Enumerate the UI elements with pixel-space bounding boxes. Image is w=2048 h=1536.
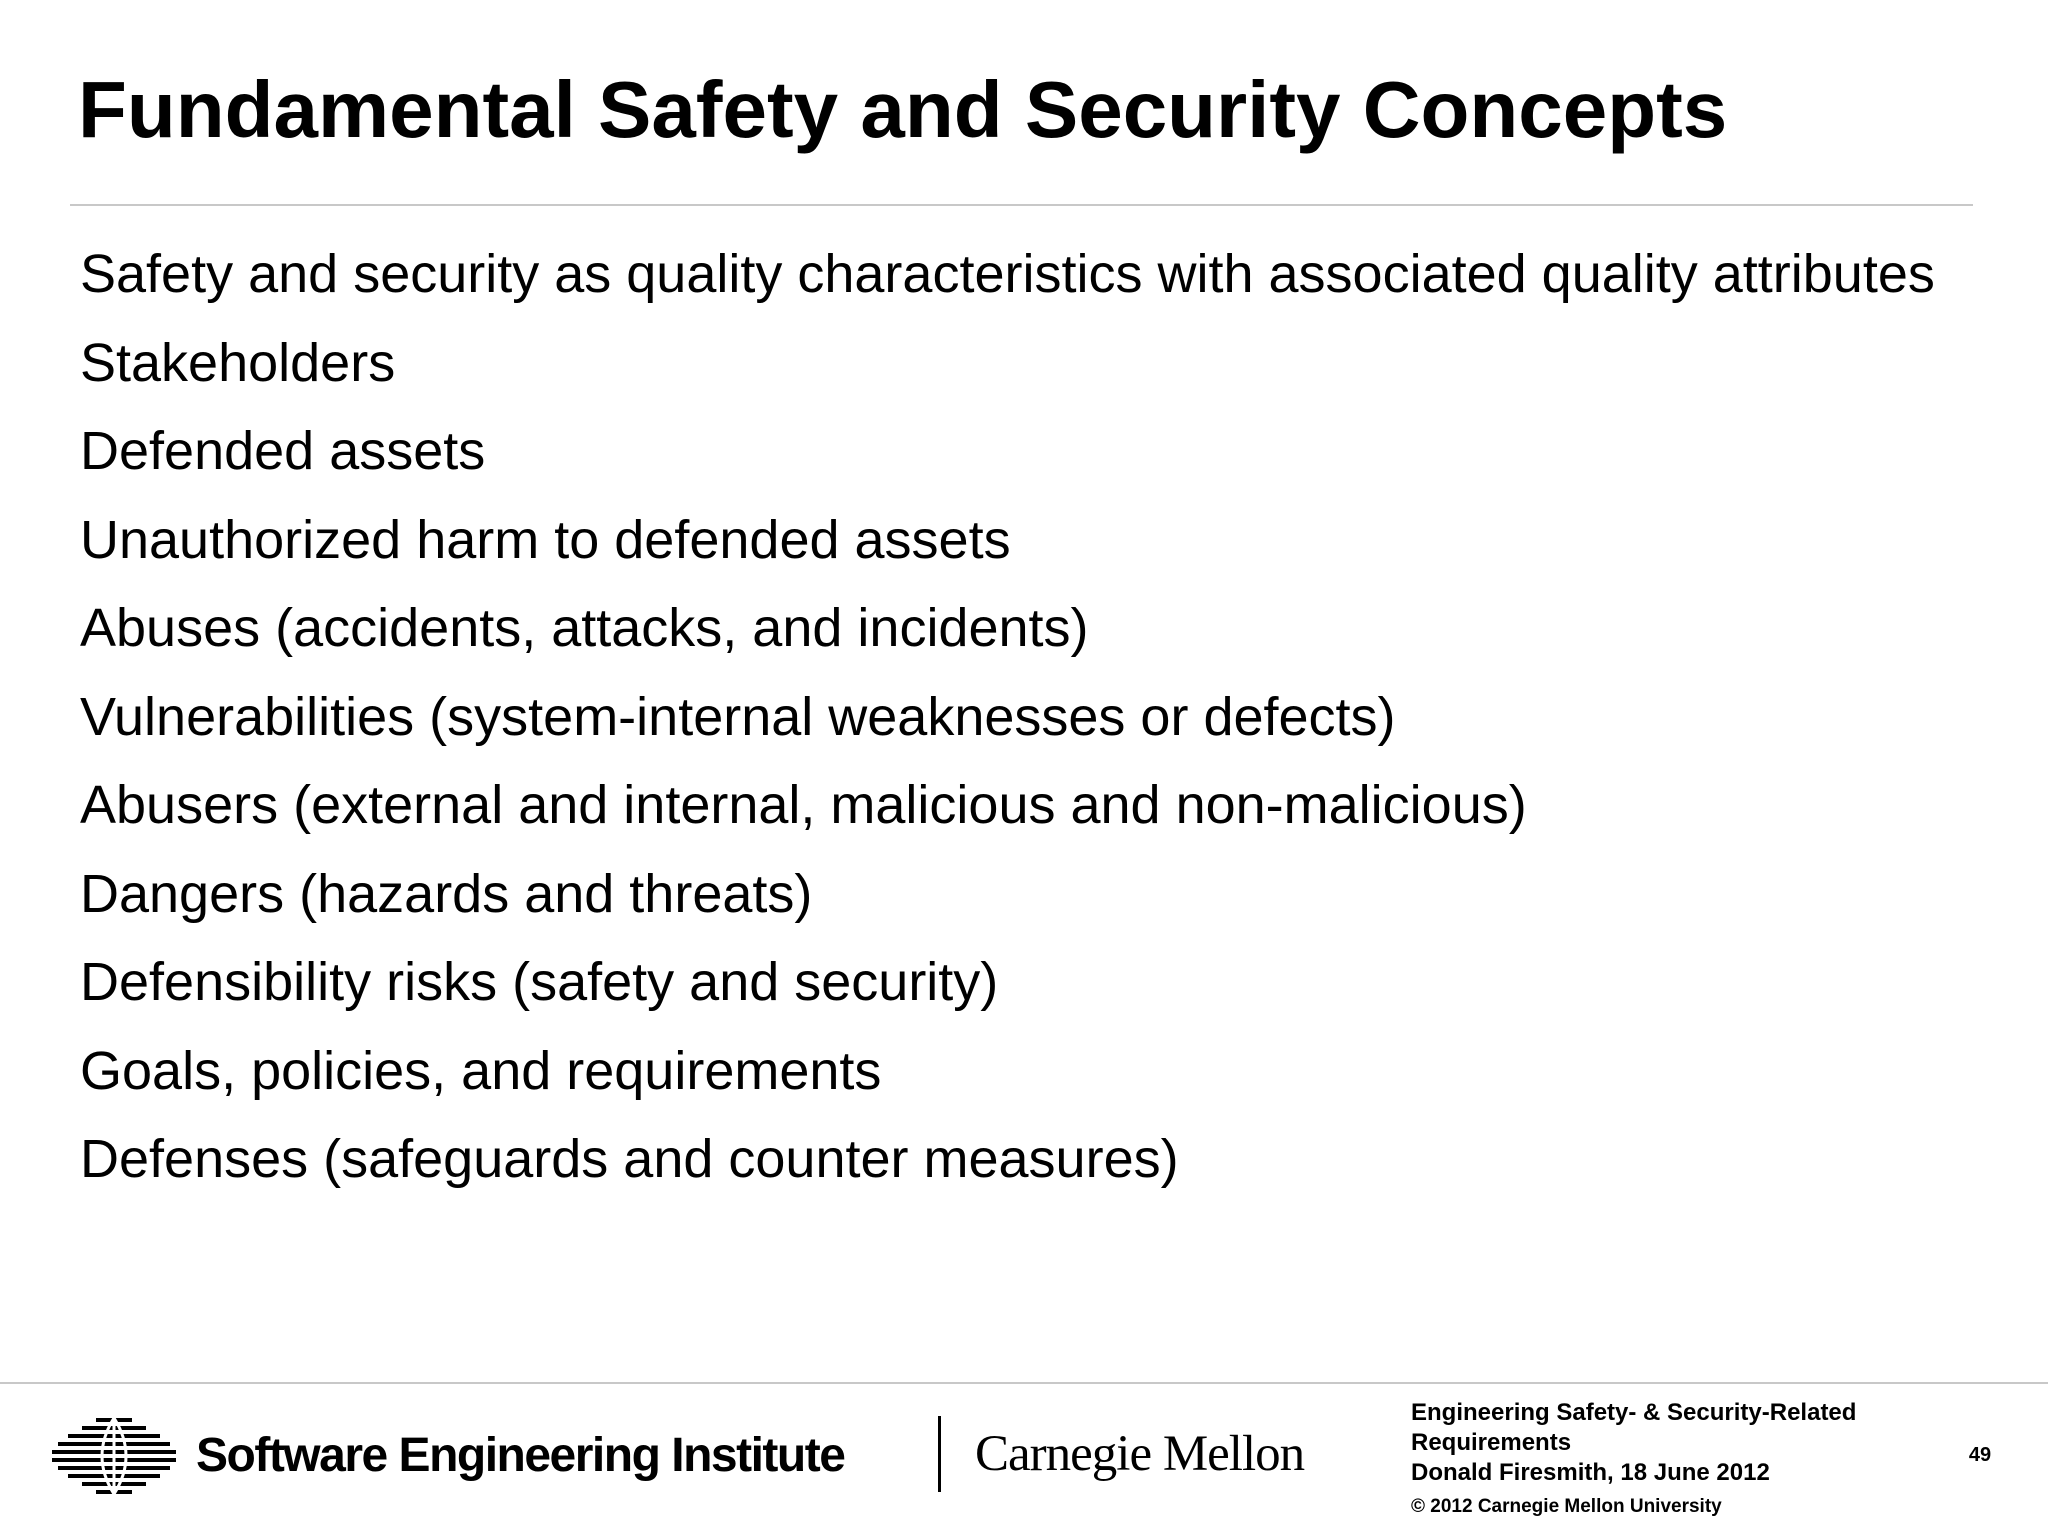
bullet-item: Dangers (hazards and threats) <box>80 863 813 924</box>
bullet-list <box>80 240 1960 1214</box>
bullet-item: Defenses (safeguards and counter measures) <box>80 1129 1179 1189</box>
presentation-info <box>1411 1398 1931 1488</box>
sei-name: Software Engineering Institute <box>196 1429 845 1482</box>
copyright: © 2012 Carnegie Mellon University <box>1411 1496 1722 1517</box>
logo-separator <box>938 1416 941 1492</box>
bullet-item: Abusers (external and internal, malicious and non-malicious) <box>80 775 1527 835</box>
bullet-item: Stakeholders <box>80 332 396 393</box>
presentation-title-line1: Engineering Safety- & Security-Related <box>1411 1399 1857 1426</box>
page-number: 49 <box>1968 1444 1992 1466</box>
bullet-item: Safety and security as quality characteristics with associated quality attributes <box>80 244 1935 304</box>
footer-divider <box>0 1382 2048 1384</box>
bullet-item: Vulnerabilities (system-internal weaknesses or defects) <box>80 686 1396 747</box>
slide-title: Fundamental Safety and Security Concepts <box>78 65 1728 154</box>
sei-logo-icon <box>52 1418 176 1494</box>
bullet-item: Goals, policies, and requirements <box>80 1040 882 1101</box>
bullet-item: Abuses (accidents, attacks, and incidents) <box>80 598 1089 658</box>
title-divider <box>70 204 1973 206</box>
author-date: Donald Firesmith, 18 June 2012 <box>1411 1459 1770 1486</box>
bullet-item: Defensibility risks (safety and security) <box>80 952 999 1012</box>
presentation-title-line2: Requirements <box>1411 1429 1572 1456</box>
bullet-item: Defended assets <box>80 421 486 481</box>
bullet-item: Unauthorized harm to defended assets <box>80 509 1011 570</box>
cmu-name: Carnegie Mellon <box>975 1426 1305 1482</box>
